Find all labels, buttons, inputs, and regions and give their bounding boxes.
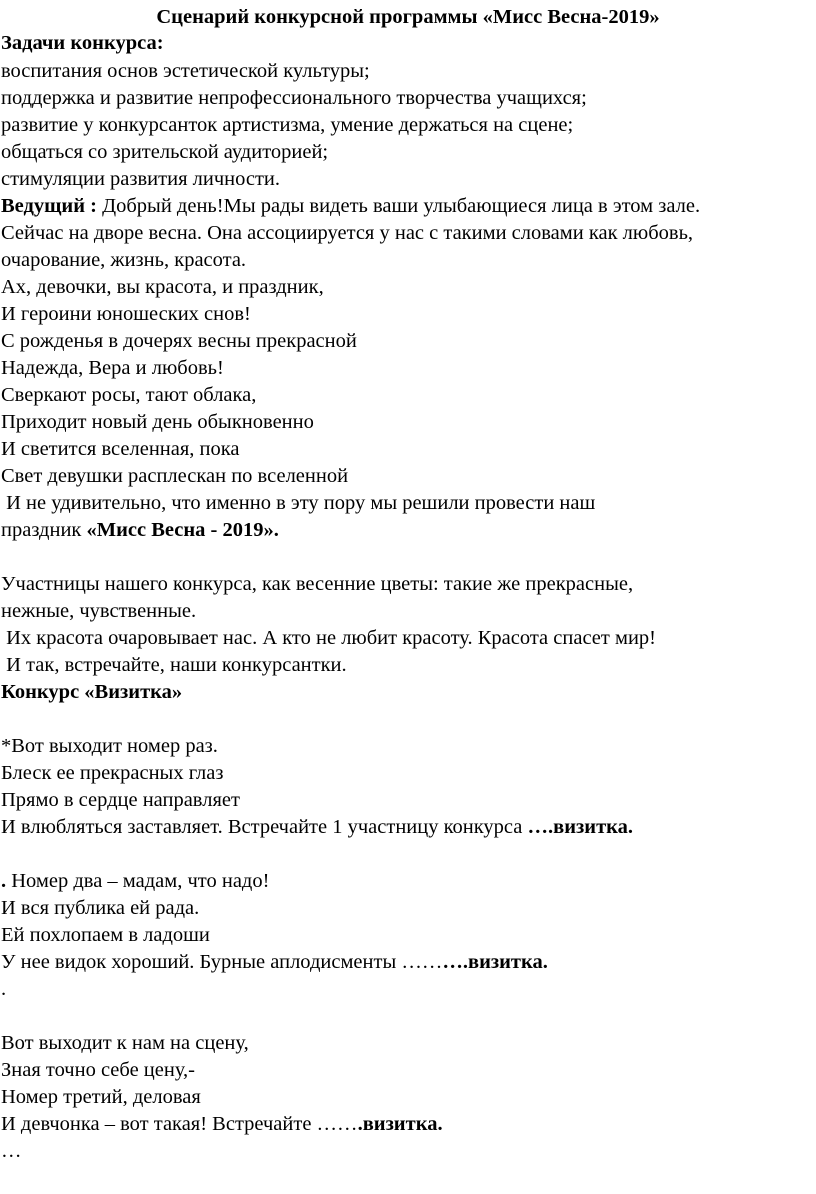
intro-line: Свет девушки расплескан по вселенной [1,465,349,487]
host-label: Ведущий : [1,195,98,217]
participants-line: Участницы нашего конкурса, как весенние цветы: такие же прекрасные, [1,573,634,595]
contest-heading: Конкурс «Визитка» [1,681,183,703]
bullet-dot: . [1,870,7,892]
intro-line: очарование, жизнь, красота. [1,249,247,271]
verse-line: Номер третий, деловая [1,1086,201,1108]
task-line: общаться со зрительской аудиторией; [1,141,329,163]
vizitka-label: .визитка. [357,1113,443,1135]
tasks-heading: Задачи конкурса: [1,32,164,54]
intro-line: Сверкают росы, тают облака, [1,384,257,406]
holiday-name: «Мисс Весна - 2019». [86,519,279,541]
intro-line: Сейчас на дворе весна. Она ассоциируется у нас с такими словами как любовь, [1,222,694,244]
document-title: Сценарий конкурсной программы «Мисс Весна-2019» [156,6,660,28]
task-line: воспитания основ эстетической культуры; [1,60,370,82]
intro-line: И не удивительно, что именно в эту пору мы решили провести наш [1,492,596,514]
participants-line: нежные, чувственные. [1,600,197,622]
verse-line: Блеск ее прекрасных глаз [1,762,224,784]
intro-line: Надежда, Вера и любовь! [1,357,224,379]
verse-line: . Номер два – мадам, что надо! [1,870,270,892]
participants-line: Их красота очаровывает нас. А кто не любит красоту. Красота спасет мир! [1,627,656,649]
vizitka-label: ….визитка. [527,816,634,838]
host-speech: Добрый день!Мы рады видеть ваши улыбающиеся лица в этом зале. [97,195,701,217]
verse-line: У нее видок хороший. Бурные аплодисменты ……….визитка. [1,951,548,973]
verse-line: И влюбляться заставляет. Встречайте 1 участницу конкурса ….визитка. [1,816,634,838]
separator-dot: . [1,978,7,1000]
participants-line: И так, встречайте, наши конкурсантки. [1,654,347,676]
vizitka-label: ….визитка. [442,951,548,973]
verse-line: И вся публика ей рада. [1,897,200,919]
verse-line: Прямо в сердце направляет [1,789,240,811]
verse-line: Вот выходит к нам на сцену, [1,1032,249,1054]
verse-line: Зная точно себе цену,- [1,1059,195,1081]
host-speech-line [1,193,700,219]
trailing-ellipsis: … [1,1140,22,1162]
task-line: стимуляции развития личности. [1,168,281,190]
task-line: поддержка и развитие непрофессионального творчества учащихся; [1,87,587,109]
verse-line: *Вот выходит номер раз. [1,735,218,757]
intro-line: С рожденья в дочерях весны прекрасной [1,330,357,352]
task-line: развитие у конкурсанток артистизма, умение держаться на сцене; [1,114,574,136]
verse-line: И девчонка – вот такая! Встречайте …….визитка. [1,1113,443,1135]
intro-line: И светится вселенная, пока [1,438,240,460]
intro-line: Ах, девочки, вы красота, и праздник, [1,276,324,298]
intro-line: И героини юношеских снов! [1,303,251,325]
holiday-line: праздник «Мисс Весна - 2019». [1,519,279,541]
verse-line: Ей похлопаем в ладоши [1,924,210,946]
intro-line: Приходит новый день обыкновенно [1,411,314,433]
